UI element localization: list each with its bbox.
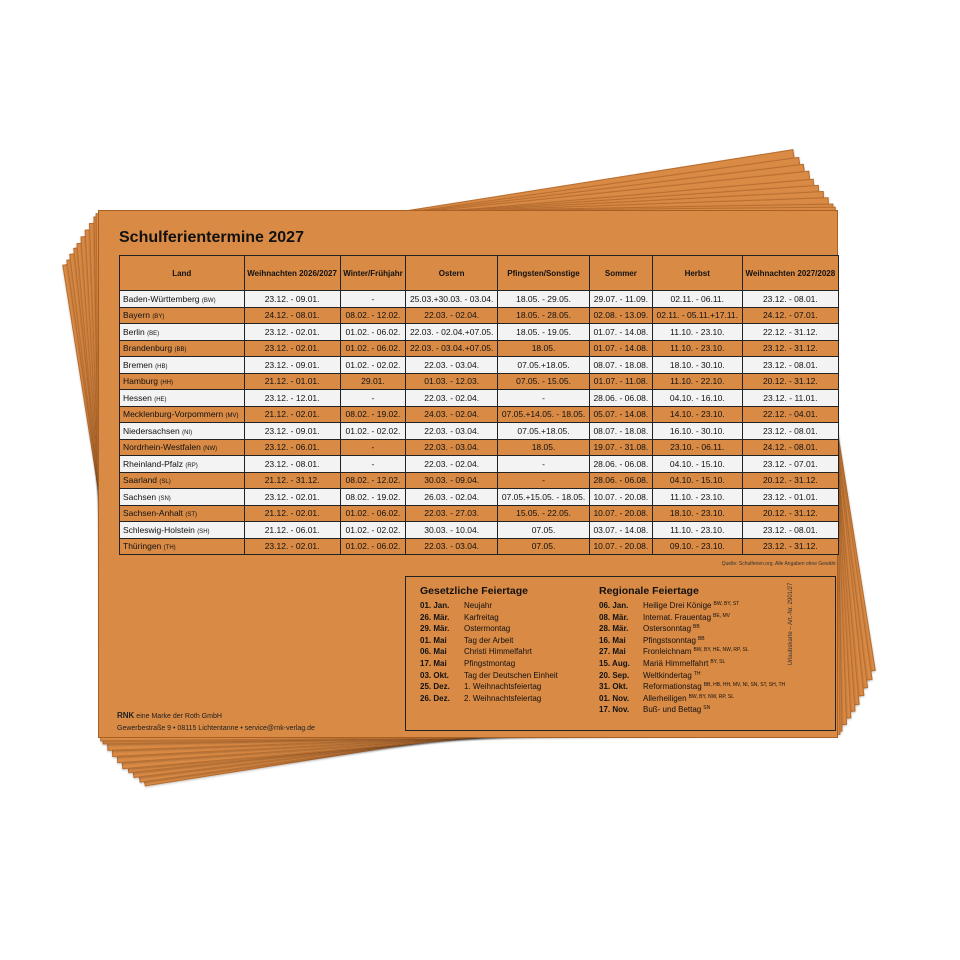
state-abbr: (BB) <box>174 347 187 354</box>
holiday-item <box>420 694 558 706</box>
holiday-item <box>420 636 558 648</box>
date-cell: 01.03. - 12.03. <box>406 373 498 390</box>
holiday-name: Heilige Drei Könige <box>643 601 712 610</box>
date-cell: 29.01. <box>340 373 406 390</box>
holiday-item <box>599 624 785 636</box>
date-cell: 24.03. - 02.04. <box>406 406 498 423</box>
state-name: Bremen <box>123 359 153 370</box>
date-cell: 22.03. - 02.04. <box>406 307 498 324</box>
statutory-heading: Gesetzliche Feiertage <box>420 585 528 597</box>
date-cell: 11.10. - 23.10. <box>652 324 742 341</box>
date-cell: 07.05.+18.05. <box>498 423 590 440</box>
date-cell: 19.07. - 31.08. <box>589 439 652 456</box>
holiday-date: 16. Mai <box>599 635 626 645</box>
holiday-states: BB, HB, HH, MV, NI, SN, ST, SH, TH <box>703 682 786 689</box>
holiday-item <box>599 659 785 671</box>
date-cell: 01.07. - 14.08. <box>589 324 652 341</box>
holidays-box <box>405 576 836 731</box>
state-name: Nordrhein-Westfalen <box>123 442 201 453</box>
holiday-item <box>420 601 558 613</box>
state-name: Niedersachsen <box>123 425 180 436</box>
holiday-states: BW, BY, HE, NW, RP, SL <box>693 647 749 654</box>
date-cell: 26.03. - 02.04. <box>406 489 498 506</box>
state-cell <box>120 390 245 407</box>
date-cell: 23.12. - 09.01. <box>244 357 340 374</box>
date-cell: 18.10. - 30.10. <box>652 357 742 374</box>
state-cell <box>120 307 245 324</box>
date-cell: 23.12. - 02.01. <box>244 340 340 357</box>
column-header: Weihnachten 2027/2028 <box>742 256 838 291</box>
date-cell: 11.10. - 22.10. <box>652 373 742 390</box>
date-cell: 18.10. - 23.10. <box>652 505 742 522</box>
holiday-states: BY, SL <box>710 658 726 665</box>
date-cell: 22.03. - 03.04.+07.05. <box>406 340 498 357</box>
date-cell: 21.12. - 31.12. <box>244 472 340 489</box>
holiday-name: Fronleichnam <box>643 647 692 657</box>
date-cell: 23.12. - 31.12. <box>742 538 838 555</box>
state-name: Mecklenburg-Vorpommern <box>123 409 224 420</box>
state-cell <box>120 340 245 357</box>
table-row <box>120 472 839 489</box>
date-cell: 29.07. - 11.09. <box>589 291 652 308</box>
date-cell: 28.06. - 06.08. <box>589 456 652 473</box>
date-cell: 21.12. - 01.01. <box>244 373 340 390</box>
holiday-item <box>599 613 785 625</box>
date-cell: 01.02. - 06.02. <box>340 538 406 555</box>
date-cell: 23.12. - 07.01. <box>742 456 838 473</box>
holiday-item <box>420 659 558 671</box>
state-name: Berlin <box>123 326 145 337</box>
holiday-date: 08. Mär. <box>599 612 629 622</box>
date-cell: 23.12. - 02.01. <box>244 324 340 341</box>
regional-holidays <box>599 585 785 717</box>
holiday-item <box>420 671 558 683</box>
date-cell: 23.12. - 02.01. <box>244 538 340 555</box>
holiday-name: Internat. Frauentag <box>643 612 712 622</box>
date-cell: 14.10. - 23.10. <box>652 406 742 423</box>
state-abbr: (BW) <box>201 297 216 304</box>
table-row <box>120 340 839 357</box>
statutory-list <box>420 601 558 705</box>
date-cell: 08.02. - 12.02. <box>340 307 406 324</box>
state-cell <box>120 505 245 522</box>
state-abbr: (SH) <box>197 528 210 535</box>
date-cell: 24.12. - 07.01. <box>742 307 838 324</box>
holiday-states: BE, MV <box>713 612 730 619</box>
date-cell: 10.07. - 20.08. <box>589 538 652 555</box>
date-cell: 28.06. - 06.08. <box>589 472 652 489</box>
front-card <box>98 210 838 738</box>
state-cell <box>120 472 245 489</box>
state-cell <box>120 456 245 473</box>
holiday-item <box>420 613 558 625</box>
state-abbr: (NI) <box>182 429 193 436</box>
state-cell <box>120 522 245 539</box>
holiday-states: SN <box>703 705 711 712</box>
date-cell: 22.03. - 03.04. <box>406 357 498 374</box>
date-cell: 10.07. - 20.08. <box>589 505 652 522</box>
state-name: Sachsen-Anhalt <box>123 508 184 519</box>
holiday-item <box>599 705 785 717</box>
holiday-date: 03. Okt. <box>420 670 449 680</box>
date-cell: 21.12. - 06.01. <box>244 522 340 539</box>
holiday-date: 06. Mai <box>420 647 447 657</box>
holiday-name: Allerheiligen <box>643 693 687 703</box>
holiday-states: BB <box>693 624 700 631</box>
state-name: Rheinland-Pfalz <box>123 458 184 469</box>
holiday-name: Weltkindertag <box>643 670 692 680</box>
date-cell: 01.02. - 02.02. <box>340 423 406 440</box>
date-cell: 07.05.+14.05. - 18.05. <box>498 406 590 423</box>
column-header: Winter/Frühjahr <box>340 256 406 291</box>
state-abbr: (BY) <box>152 314 165 321</box>
holiday-name: Pfingstmontag <box>464 658 516 668</box>
state-name: Hamburg <box>123 376 158 387</box>
date-cell: 07.05.+18.05. <box>498 357 590 374</box>
holiday-name: Mariä Himmelfahrt <box>643 658 709 668</box>
holiday-states: BB <box>697 635 705 642</box>
holiday-date: 15. Aug. <box>599 658 630 668</box>
holiday-date: 27. Mai <box>599 647 626 657</box>
date-cell: 08.02. - 19.02. <box>340 489 406 506</box>
date-cell: 07.05. <box>498 522 590 539</box>
date-cell: 18.05. <box>498 340 590 357</box>
state-cell <box>120 324 245 341</box>
state-cell <box>120 538 245 555</box>
state-cell <box>120 489 245 506</box>
date-cell: 23.12. - 08.01. <box>742 357 838 374</box>
date-cell: 23.12. - 12.01. <box>244 390 340 407</box>
state-abbr: (MV) <box>225 413 239 420</box>
table-row <box>120 324 839 341</box>
date-cell: 07.05. <box>498 538 590 555</box>
date-cell: - <box>498 390 590 407</box>
state-abbr: (HH) <box>160 380 174 387</box>
brand-text: eine Marke der Roth GmbH <box>136 713 222 720</box>
date-cell: 05.07. - 14.08. <box>589 406 652 423</box>
date-cell: 01.02. - 06.02. <box>340 324 406 341</box>
date-cell: 18.05. - 29.05. <box>498 291 590 308</box>
date-cell: 23.12. - 09.01. <box>244 423 340 440</box>
state-name: Saarland <box>123 475 158 486</box>
table-row <box>120 357 839 374</box>
date-cell: 21.12. - 02.01. <box>244 406 340 423</box>
state-name: Thüringen <box>123 541 162 552</box>
date-cell: 01.02. - 02.02. <box>340 522 406 539</box>
holiday-date: 29. Mär. <box>420 624 450 634</box>
holiday-table <box>119 255 839 555</box>
date-cell: 01.07. - 14.08. <box>589 340 652 357</box>
table-row <box>120 390 839 407</box>
date-cell: 23.12. - 31.12. <box>742 340 838 357</box>
date-cell: 01.07. - 11.08. <box>589 373 652 390</box>
holiday-date: 25. Dez. <box>420 682 450 692</box>
date-cell: 18.05. - 19.05. <box>498 324 590 341</box>
statutory-holidays <box>420 585 558 705</box>
date-cell: - <box>340 291 406 308</box>
state-abbr: (TH) <box>163 545 176 552</box>
holiday-item <box>420 647 558 659</box>
date-cell: 02.11. - 05.11.+17.11. <box>652 307 742 324</box>
holiday-item <box>599 636 785 648</box>
holiday-item <box>420 624 558 636</box>
date-cell: 20.12. - 31.12. <box>742 505 838 522</box>
column-header: Herbst <box>652 256 742 291</box>
table-row <box>120 538 839 555</box>
table-row <box>120 456 839 473</box>
date-cell: 02.11. - 06.11. <box>652 291 742 308</box>
holiday-date: 01. Mai <box>420 635 447 645</box>
holiday-states: BW, BY, NW, RP, SL <box>688 693 734 700</box>
date-cell: 24.12. - 08.01. <box>742 439 838 456</box>
state-cell <box>120 357 245 374</box>
card-title: Schulferientermine 2027 <box>119 229 304 246</box>
table-row <box>120 307 839 324</box>
state-name: Hessen <box>123 392 152 403</box>
table-row <box>120 522 839 539</box>
state-cell <box>120 406 245 423</box>
state-name: Sachsen <box>123 491 157 502</box>
state-name: Baden-Württemberg <box>123 293 200 304</box>
column-header: Weihnachten 2026/2027 <box>244 256 340 291</box>
date-cell: 08.07. - 18.08. <box>589 357 652 374</box>
date-cell: 09.10. - 23.10. <box>652 538 742 555</box>
state-name: Brandenburg <box>123 343 173 354</box>
state-abbr: (BE) <box>147 330 160 337</box>
holiday-date: 01. Nov. <box>599 693 630 703</box>
date-cell: 10.07. - 20.08. <box>589 489 652 506</box>
table-row <box>120 406 839 423</box>
date-cell: 11.10. - 23.10. <box>652 340 742 357</box>
state-abbr: (HE) <box>154 396 167 403</box>
holiday-name: 1. Weihnachtsfeiertag <box>464 682 542 692</box>
date-cell: 11.10. - 23.10. <box>652 489 742 506</box>
date-cell: 24.12. - 08.01. <box>244 307 340 324</box>
date-cell: 23.12. - 08.01. <box>742 522 838 539</box>
date-cell: 04.10. - 15.10. <box>652 472 742 489</box>
holiday-date: 26. Dez. <box>420 693 450 703</box>
state-abbr: (HB) <box>155 363 168 370</box>
table-row <box>120 291 839 308</box>
date-cell: 04.10. - 16.10. <box>652 390 742 407</box>
date-cell: 08.07. - 18.08. <box>589 423 652 440</box>
holiday-item <box>599 671 785 683</box>
state-cell <box>120 439 245 456</box>
holiday-date: 31. Okt. <box>599 682 628 692</box>
date-cell: 23.12. - 09.01. <box>244 291 340 308</box>
holiday-date: 06. Jan. <box>599 601 629 610</box>
date-cell: 22.12. - 04.01. <box>742 406 838 423</box>
date-cell: 01.02. - 06.02. <box>340 505 406 522</box>
table-row <box>120 505 839 522</box>
state-abbr: (SL) <box>159 479 171 486</box>
state-name: Bayern <box>123 310 150 321</box>
regional-list <box>599 601 785 717</box>
holiday-item <box>420 682 558 694</box>
column-header: Land <box>120 256 245 291</box>
table-row <box>120 423 839 440</box>
address-line: Gewerbestraße 9 • 08115 Lichtentanne • service@rnk-verlag.de <box>117 725 315 732</box>
holiday-name: Pfingstsonntag <box>643 635 696 645</box>
holiday-states: TH <box>693 670 701 677</box>
date-cell: 08.02. - 12.02. <box>340 472 406 489</box>
date-cell: 23.12. - 06.01. <box>244 439 340 456</box>
table-row <box>120 489 839 506</box>
holiday-states: BW, BY, ST <box>713 601 740 607</box>
date-cell: 18.05. <box>498 439 590 456</box>
state-cell <box>120 373 245 390</box>
date-cell: 04.10. - 15.10. <box>652 456 742 473</box>
date-cell: 08.02. - 19.02. <box>340 406 406 423</box>
date-cell: - <box>498 472 590 489</box>
source-note: Quelle: Schulferien.org. Alle Angaben ohne Gewähr. <box>721 561 837 567</box>
date-cell: 23.10. - 06.11. <box>652 439 742 456</box>
holiday-name: Ostersonntag <box>643 624 692 634</box>
article-number: Urlaubskarte – Art.-Nr. 2901/27 <box>788 582 794 666</box>
date-cell: 21.12. - 02.01. <box>244 505 340 522</box>
state-name: Schleswig-Holstein <box>123 524 195 535</box>
state-abbr: (NW) <box>203 446 218 453</box>
holiday-date: 01. Jan. <box>420 601 450 610</box>
date-cell: - <box>498 456 590 473</box>
holiday-name: Reformationstag <box>643 682 702 692</box>
date-cell: 22.03. - 03.04. <box>406 423 498 440</box>
column-header: Sommer <box>589 256 652 291</box>
date-cell: 01.02. - 02.02. <box>340 357 406 374</box>
holiday-name: Ostermontag <box>464 624 511 634</box>
date-cell: 23.12. - 08.01. <box>244 456 340 473</box>
holiday-name: Buß- und Bettag <box>643 705 702 715</box>
date-cell: - <box>340 439 406 456</box>
holiday-name: Karfreitag <box>464 612 499 622</box>
holiday-name: Tag der Deutschen Einheit <box>464 670 558 680</box>
table-row <box>120 439 839 456</box>
table-row <box>120 373 839 390</box>
date-cell: 23.12. - 11.01. <box>742 390 838 407</box>
state-abbr: (SN) <box>158 495 171 502</box>
date-cell: 23.12. - 08.01. <box>742 291 838 308</box>
holiday-item <box>599 601 785 613</box>
table-header-row <box>120 256 839 291</box>
date-cell: 22.03. - 27.03. <box>406 505 498 522</box>
date-cell: 22.03. - 03.04. <box>406 538 498 555</box>
date-cell: - <box>340 456 406 473</box>
date-cell: 01.02. - 06.02. <box>340 340 406 357</box>
holiday-date: 28. Mär. <box>599 624 629 634</box>
brand-logo: RNK <box>117 711 135 720</box>
date-cell: 15.05. - 22.05. <box>498 505 590 522</box>
date-cell: 30.03. - 09.04. <box>406 472 498 489</box>
holiday-name: 2. Weihnachtsfeiertag <box>464 693 542 703</box>
date-cell: 07.05. - 15.05. <box>498 373 590 390</box>
brand-line <box>117 711 222 720</box>
holiday-item <box>599 647 785 659</box>
holiday-name: Neujahr <box>464 601 493 610</box>
date-cell: 02.08. - 13.09. <box>589 307 652 324</box>
holiday-date: 20. Sep. <box>599 670 630 680</box>
date-cell: 16.10. - 30.10. <box>652 423 742 440</box>
date-cell: 22.03. - 03.04. <box>406 439 498 456</box>
holiday-name: Tag der Arbeit <box>464 635 514 645</box>
table-body <box>120 291 839 555</box>
date-cell: 23.12. - 01.01. <box>742 489 838 506</box>
date-cell: 23.12. - 08.01. <box>742 423 838 440</box>
regional-heading: Regionale Feiertage <box>599 585 699 597</box>
holiday-date: 17. Nov. <box>599 705 630 715</box>
date-cell: 22.03. - 02.04. <box>406 456 498 473</box>
holiday-item <box>599 694 785 706</box>
date-cell: 22.12. - 31.12. <box>742 324 838 341</box>
holiday-name: Christi Himmelfahrt <box>464 647 533 657</box>
date-cell: 20.12. - 31.12. <box>742 373 838 390</box>
date-cell: 03.07. - 14.08. <box>589 522 652 539</box>
holiday-item <box>599 682 785 694</box>
holiday-date: 26. Mär. <box>420 612 450 622</box>
date-cell: 30.03. - 10.04. <box>406 522 498 539</box>
column-header: Ostern <box>406 256 498 291</box>
state-abbr: (ST) <box>185 512 198 519</box>
date-cell: 18.05. - 28.05. <box>498 307 590 324</box>
date-cell: 25.03.+30.03. - 03.04. <box>406 291 498 308</box>
date-cell: 28.06. - 06.08. <box>589 390 652 407</box>
date-cell: 23.12. - 02.01. <box>244 489 340 506</box>
date-cell: 07.05.+15.05. - 18.05. <box>498 489 590 506</box>
state-cell <box>120 291 245 308</box>
date-cell: - <box>340 390 406 407</box>
holiday-date: 17. Mai <box>420 658 447 668</box>
date-cell: 11.10. - 23.10. <box>652 522 742 539</box>
date-cell: 20.12. - 31.12. <box>742 472 838 489</box>
state-cell <box>120 423 245 440</box>
date-cell: 22.03. - 02.04.+07.05. <box>406 324 498 341</box>
state-abbr: (RP) <box>185 462 198 469</box>
date-cell: 22.03. - 02.04. <box>406 390 498 407</box>
column-header: Pfingsten/Sonstige <box>498 256 590 291</box>
